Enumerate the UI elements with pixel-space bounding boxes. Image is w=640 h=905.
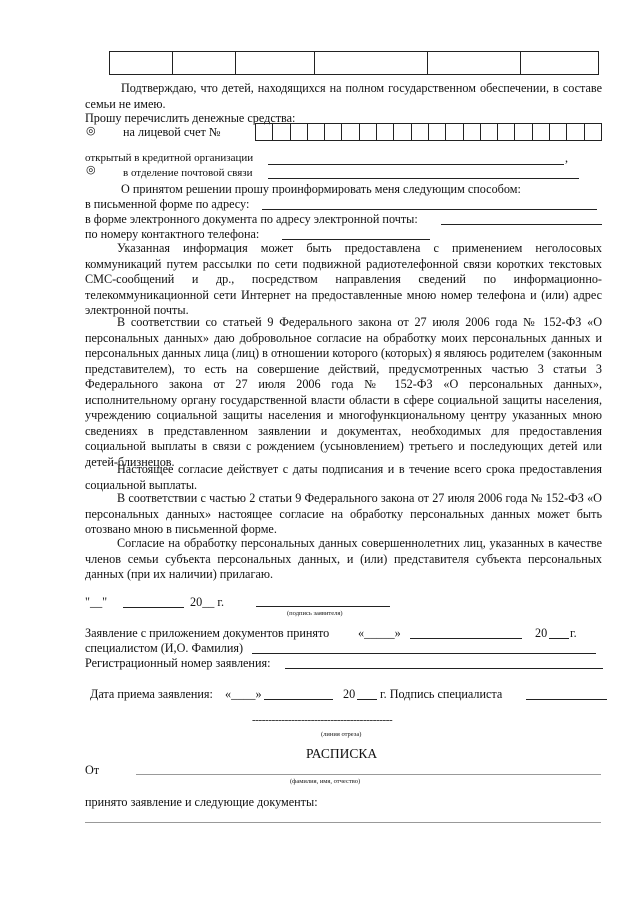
inform-email-label: в форме электронного документа по адресу электронной почты: <box>85 212 418 226</box>
docs-received-label: принято заявление и следующие документы: <box>85 795 318 809</box>
reg-number-label: Регистрационный номер заявления: <box>85 656 271 670</box>
email-field[interactable] <box>441 224 602 225</box>
accepted-month-field[interactable] <box>410 638 522 639</box>
option-account-label: на лицевой счет № <box>123 125 221 139</box>
table-cell[interactable] <box>428 52 521 75</box>
post-office-field[interactable] <box>268 178 579 179</box>
account-digit-box[interactable] <box>550 124 567 141</box>
revoke-paragraph: В соответствии с частью 2 статьи 9 Федерального закона от 27 июля 2006 года № 152-ФЗ «О персональных данных» настоящее согласие на обработку персональных данных может быть отозвано мною в письменной форме. <box>85 491 602 536</box>
from-label: От <box>85 763 100 777</box>
account-digit-box[interactable] <box>428 124 445 141</box>
table-cell[interactable] <box>110 52 173 75</box>
inform-intro: О принятом решении прошу проинформировать меня следующим способом: <box>121 182 521 196</box>
table-cell[interactable] <box>173 52 236 75</box>
accepted-year-field[interactable] <box>549 638 569 639</box>
applicant-signature-field[interactable] <box>256 606 390 607</box>
bank-comma: , <box>565 151 569 165</box>
table-cell[interactable] <box>236 52 315 75</box>
account-digit-box[interactable] <box>532 124 549 141</box>
account-digit-box[interactable] <box>446 124 463 141</box>
account-digit-box[interactable] <box>290 124 307 141</box>
account-digit-box[interactable] <box>515 124 532 141</box>
account-digit-box[interactable] <box>342 124 359 141</box>
account-digit-box[interactable] <box>307 124 324 141</box>
bank-name-field[interactable] <box>268 164 564 165</box>
validity-paragraph: Настоящее согласие действует с даты подписания и в течение всего срока предоставления социальной выплаты. <box>85 462 602 492</box>
transfer-request: Прошу перечислить денежные средства: <box>85 111 296 125</box>
inform-phone-label: по номеру контактного телефона: <box>85 227 260 241</box>
table-cell[interactable] <box>521 52 599 75</box>
from-name-field[interactable] <box>136 774 601 775</box>
adults-paragraph: Согласие на обработку персональных данных совершеннолетних лиц, указанных в качестве членов семьи субъекта персональных данных, и (или) представителя субъекта персональных данных (при их наличии) прилагаю. <box>85 536 602 581</box>
receipt-year-prefix: 20 <box>343 687 356 701</box>
applicant-date-month-field[interactable] <box>123 607 184 608</box>
specialist-name-field[interactable] <box>252 653 596 654</box>
account-digit-box[interactable] <box>567 124 584 141</box>
cut-line-caption: (линия отреза) <box>321 731 362 738</box>
account-digit-box[interactable] <box>325 124 342 141</box>
radio-post-icon[interactable]: ◎ <box>86 164 96 176</box>
receipt-date-day: «____» <box>225 687 262 701</box>
confirm-paragraph: Подтверждаю, что детей, находящихся на полном государственном обеспечении, в составе семьи не имею. <box>85 81 602 111</box>
documents-list-field[interactable] <box>85 822 601 823</box>
inform-written-label: в письменной форме по адресу: <box>85 197 250 211</box>
accepted-year-prefix: 20 <box>535 626 548 640</box>
receipt-date-label: Дата приема заявления: <box>90 687 213 701</box>
phone-field[interactable] <box>282 239 430 240</box>
account-digit-box[interactable] <box>394 124 411 141</box>
address-field[interactable] <box>262 209 597 210</box>
fio-caption: (фамилия, имя, отчество) <box>290 778 361 785</box>
receipt-title: РАСПИСКА <box>306 746 378 761</box>
receipt-month-field[interactable] <box>264 699 333 700</box>
cut-line: ------------------------------------------- <box>252 714 393 726</box>
receipt-year-suffix: г. Подпись специалиста <box>380 687 503 701</box>
children-table <box>109 51 599 75</box>
specialist-signature-field[interactable] <box>526 699 607 700</box>
applicant-date-year: 20__ г. <box>190 595 225 609</box>
account-digit-box[interactable] <box>256 124 273 141</box>
account-number-boxes[interactable] <box>255 123 602 141</box>
sms-paragraph: Указанная информация может быть предоставлена с применением неголосовых коммуникаций путем рассылки по сети подвижной радиотелефонной связи коротких текстовых СМС-сообщений и др., посредством направления сведений по информационно-телекоммуникационной сети Интернет на предоставленные мною номер телефона и (или) адрес электронной почты. <box>85 241 602 317</box>
consent-paragraph: В соответствии со статьей 9 Федерального закона от 27 июля 2006 года № 152-ФЗ «О персональных данных» даю добровольное согласие на обработку моих персональных данных и персональных данных лица (лиц) в отношении которого (которых) я являюсь родителем (законным представителем), то есть на совершение действий, предусмотренных частью 3 статьи 3 Федерального закона от 27 июля 2006 года № 152-ФЗ «О персональных данных», исполнительному органу государственной власти области в сфере социальной защиты населения, учреждению социальной защиты населения и многофункциональному центру указанных мною сведениях в представленном заявлении и документах, необходимых для предоставления социальной выплаты в связи с рождением (усыновлением) третьего и последующих детей или детей-близнецов. <box>85 315 602 469</box>
accepted-label: Заявление с приложением документов принято <box>85 626 330 640</box>
table-cell[interactable] <box>315 52 428 75</box>
applicant-signature-caption: (подпись заявителя) <box>287 610 343 617</box>
account-digit-box[interactable] <box>377 124 394 141</box>
bank-label: открытый в кредитной организации <box>85 152 254 164</box>
account-digit-box[interactable] <box>273 124 290 141</box>
account-digit-box[interactable] <box>498 124 515 141</box>
post-label: в отделение почтовой связи <box>123 167 253 179</box>
account-digit-box[interactable] <box>480 124 497 141</box>
account-digit-box[interactable] <box>359 124 376 141</box>
account-digit-box[interactable] <box>411 124 428 141</box>
specialist-label: специалистом (И,О. Фамилия) <box>85 641 244 655</box>
radio-account-icon[interactable]: ◎ <box>86 125 96 137</box>
receipt-year-field[interactable] <box>357 699 377 700</box>
accepted-date-day: «_____» <box>358 626 401 640</box>
account-digit-box[interactable] <box>584 124 601 141</box>
applicant-date-day: "__" <box>85 595 108 609</box>
reg-number-field[interactable] <box>285 668 603 669</box>
accepted-year-suffix: г. <box>570 626 577 640</box>
account-digit-box[interactable] <box>463 124 480 141</box>
